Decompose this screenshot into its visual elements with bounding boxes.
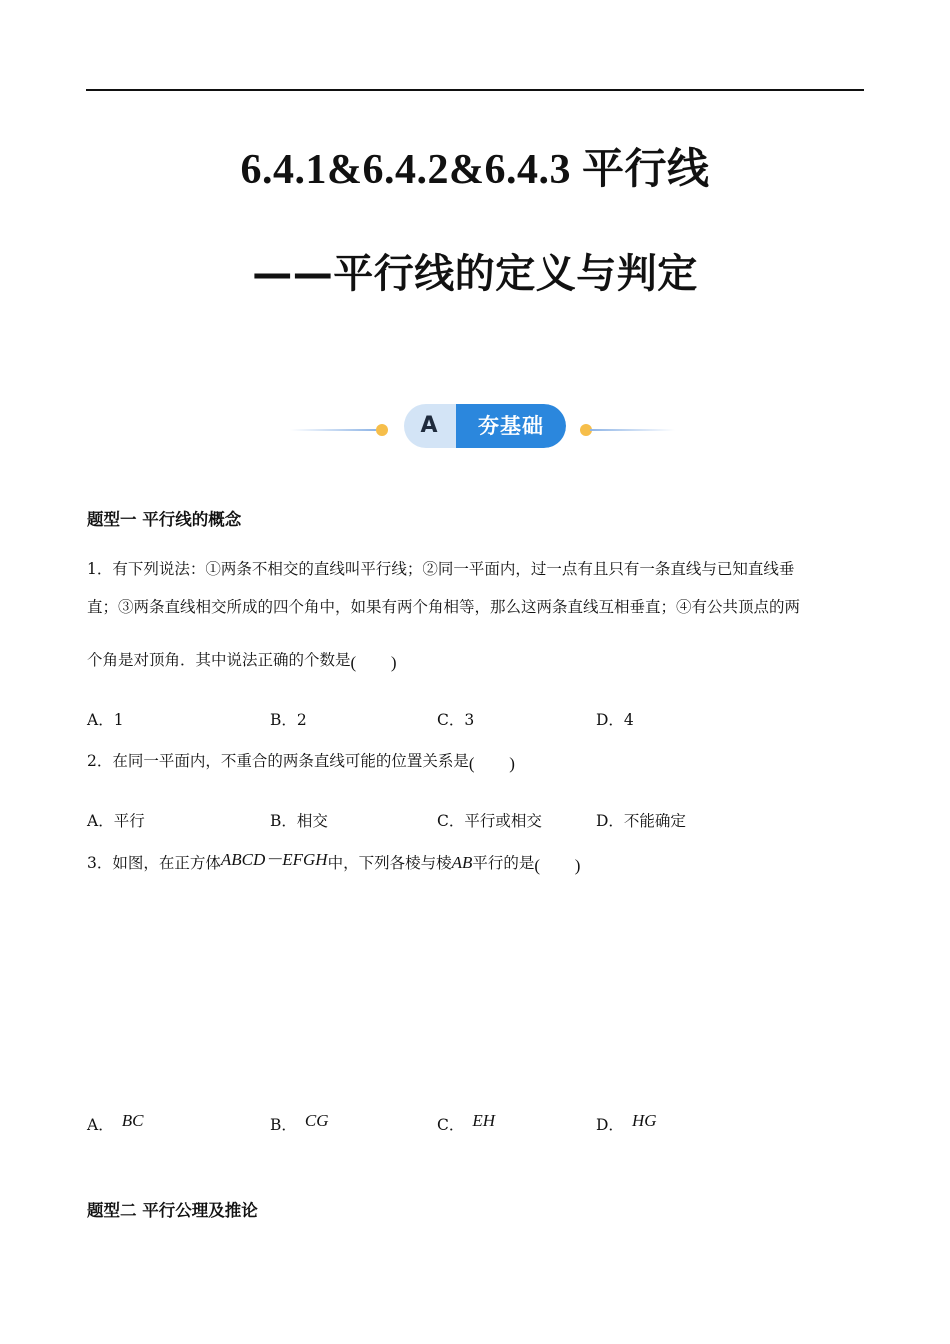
question-3-option-a	[87, 1113, 143, 1135]
paren-left: (	[350, 653, 357, 672]
banner-letter: A	[420, 413, 438, 438]
option-letter: B．	[270, 1116, 297, 1134]
section-banner	[290, 400, 680, 452]
paren-right: )	[509, 754, 515, 773]
option-value: BC	[121, 1111, 144, 1130]
paren-right: )	[390, 653, 397, 672]
question-1-stem-end: 个角是对顶角．其中说法正确的个数是	[87, 651, 351, 669]
page-subtitle: ——平行线的定义与判定	[252, 251, 698, 297]
question-3-stem-c: 平行的是	[472, 854, 535, 872]
edge-ab: AB	[451, 853, 473, 872]
question-1-option-c: C．3	[437, 711, 475, 729]
question-2-option-d: D．不能确定	[596, 812, 686, 830]
question-1-option-d: D．4	[596, 711, 634, 729]
option-letter: C．	[437, 1116, 465, 1134]
option-value: HG	[631, 1111, 657, 1130]
section-title-1: 题型一 平行线的概念	[87, 510, 242, 529]
question-1-line-2: 直；③两条直线相交所成的四个角中，如果有两个角相等，那么这两条直线互相垂直；④有公共顶点的两	[87, 598, 801, 616]
cube-name: ABCD－EFGH	[220, 850, 328, 869]
section-title-2: 题型二 平行公理及推论	[87, 1201, 258, 1220]
option-value: EH	[472, 1111, 496, 1130]
question-3-option-b	[270, 1113, 329, 1135]
paren-right: )	[574, 856, 581, 875]
question-3-stem-b: 中，下列各棱与棱	[327, 854, 452, 872]
banner-dot-left	[376, 424, 388, 436]
question-2-stem: 2．在同一平面内，不重合的两条直线可能的位置关系是	[87, 752, 469, 770]
question-1-option-b: B．2	[270, 711, 307, 729]
banner-pill	[404, 404, 566, 448]
question-2-option-a: A．平行	[87, 812, 145, 830]
question-1-line-1: 1．有下列说法：①两条不相交的直线叫平行线；②同一平面内，过一点有且只有一条直线与已知直线垂	[87, 560, 795, 578]
question-3-option-d	[596, 1113, 657, 1135]
banner-line-left	[290, 429, 376, 431]
question-1-line-3	[87, 648, 399, 670]
question-1-option-a: A．1	[87, 711, 124, 729]
header-rule	[86, 89, 864, 91]
question-3-stem-a: 3．如图，在正方体	[87, 854, 221, 872]
banner-label: 夯基础	[456, 404, 566, 448]
question-3-line	[87, 848, 582, 873]
option-letter: D．	[596, 1116, 624, 1134]
option-letter: A．	[87, 1116, 114, 1134]
question-2-line	[87, 749, 517, 771]
banner-line-right	[590, 429, 675, 431]
option-value: CG	[304, 1111, 329, 1130]
question-2-option-b: B．相交	[270, 812, 328, 830]
paren-left: (	[468, 754, 475, 773]
paren-left: (	[534, 856, 541, 875]
page-title: 6.4.1&6.4.2&6.4.3 平行线	[240, 147, 710, 193]
question-2-option-c: C．平行或相交	[437, 812, 542, 830]
question-3-option-c	[437, 1113, 495, 1135]
